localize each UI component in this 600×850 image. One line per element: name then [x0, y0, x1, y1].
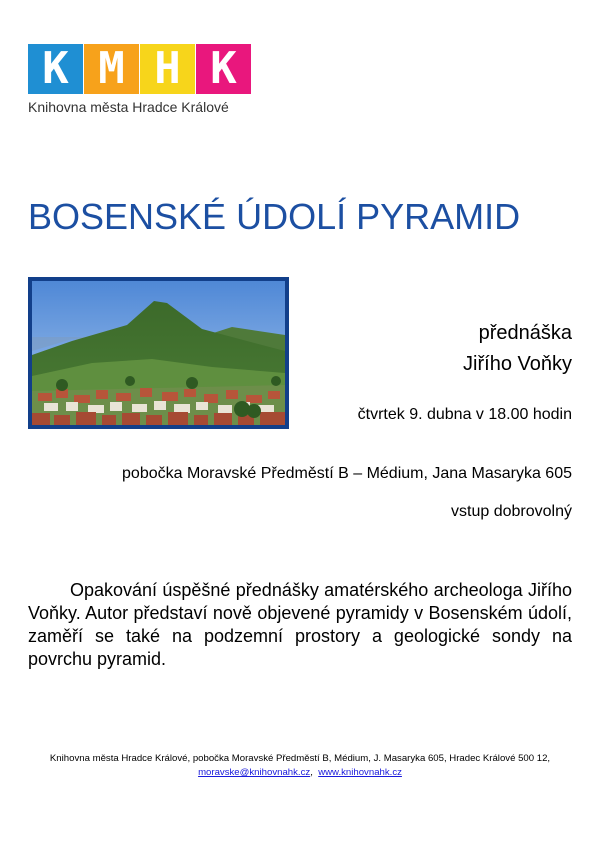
footer-website-link[interactable]: www.knihovnahk.cz [318, 767, 402, 778]
logo-tile-h: H [140, 44, 195, 94]
lecturer-name: Jiřího Voňky [463, 353, 572, 375]
lecture-label: přednáška [478, 322, 572, 344]
logo-subtitle: Knihovna města Hradce Králové [28, 99, 229, 115]
footer-links [0, 766, 600, 780]
footer [0, 752, 600, 780]
logo-tile-m: M [84, 44, 139, 94]
footer-separator: , [310, 767, 313, 778]
page-title: BOSENSKÉ ÚDOLÍ PYRAMID [28, 196, 521, 237]
logo-letters [28, 44, 252, 94]
logo-tile-k1: K [28, 44, 83, 94]
entry-note: vstup dobrovolný [451, 503, 572, 520]
pyramid-photo [28, 277, 289, 429]
footer-address: Knihovna města Hradce Králové, pobočka Moravské Předměstí B, Médium, J. Masaryka 605, Hradec Králové 500 12, [49, 753, 551, 764]
pyramid-landscape-image [32, 281, 285, 425]
event-description: Opakování úspěšné přednášky amatérského archeologa Jiřího Voňky. Autor představí nově objevené pyramidy v Bosenském údolí, zaměří se také na podzemní prostory a geologické sondy na povrchu pyramid. [28, 580, 572, 669]
logo-tile-k2: K [196, 44, 251, 94]
library-logo [28, 44, 252, 115]
footer-email-link[interactable]: moravske@knihovnahk.cz [198, 767, 311, 778]
event-venue: pobočka Moravské Předměstí B – Médium, Jana Masaryka 605 [122, 465, 572, 482]
event-datetime: čtvrtek 9. dubna v 18.00 hodin [357, 406, 572, 423]
